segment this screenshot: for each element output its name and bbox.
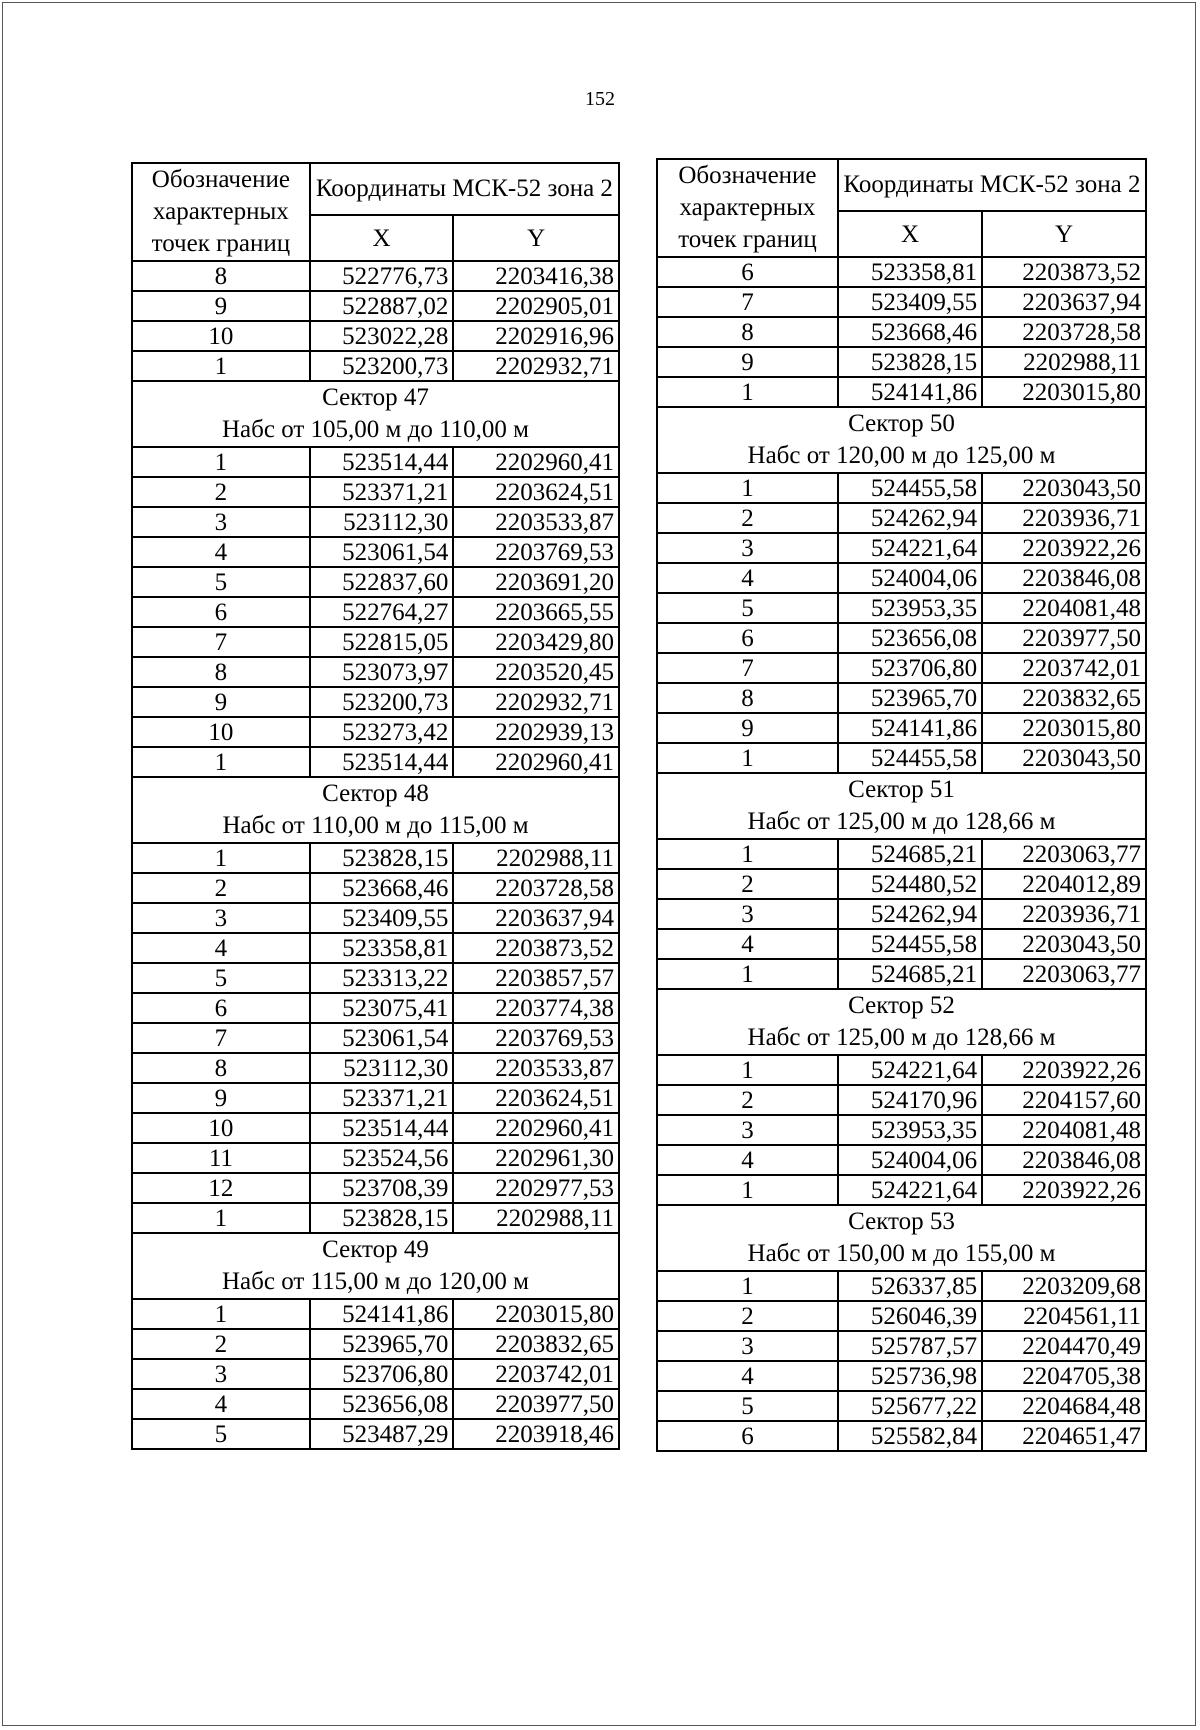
x-coordinate-cell: 523524,56 [310,1143,454,1173]
y-coordinate-cell: 2202960,41 [453,447,619,477]
table-row [132,1173,619,1203]
sector-title: Сектор 50 [848,410,955,437]
point-number-cell: 7 [132,1023,310,1053]
x-coordinate-cell: 523371,21 [310,1083,454,1113]
y-coordinate-cell: 2202988,11 [453,843,619,873]
table-row [657,473,1146,503]
point-number-cell: 6 [657,623,838,653]
x-coordinate-cell: 526046,39 [838,1301,982,1331]
table-row [657,743,1146,773]
y-coordinate-cell: 2203015,80 [982,713,1146,743]
y-coordinate-cell: 2202961,30 [453,1143,619,1173]
y-coordinate-cell: 2203624,51 [453,477,619,507]
table-row [657,1175,1146,1205]
y-coordinate-cell: 2203043,50 [982,473,1146,503]
point-number-cell: 9 [657,713,838,743]
point-number-cell: 9 [132,291,310,321]
point-number-cell: 4 [132,537,310,567]
x-coordinate-cell: 526337,85 [838,1271,982,1301]
x-coordinate-cell: 523358,81 [838,257,982,287]
point-number-cell: 9 [132,687,310,717]
x-coordinate-cell: 523358,81 [310,933,454,963]
table-row [132,1143,619,1173]
x-coordinate-cell: 524221,64 [838,1175,982,1205]
table-row [132,1053,619,1083]
point-number-cell: 6 [657,257,838,287]
point-number-cell: 1 [132,447,310,477]
y-coordinate-cell: 2204157,60 [982,1085,1146,1115]
y-coordinate-cell: 2202977,53 [453,1173,619,1203]
y-coordinate-cell: 2203043,50 [982,743,1146,773]
y-coordinate-cell: 2203832,65 [453,1329,619,1359]
table-row [132,1023,619,1053]
point-number-cell: 4 [657,1361,838,1391]
table-row [657,683,1146,713]
y-coordinate-cell: 2203857,57 [453,963,619,993]
table-row [132,747,619,777]
x-coordinate-cell: 523708,39 [310,1173,454,1203]
coordinates-header: Координаты МСК-52 зона 2 [838,159,1146,211]
x-coordinate-cell: 523656,08 [310,1389,454,1419]
table-row [132,963,619,993]
y-coordinate-cell: 2203043,50 [982,929,1146,959]
sector-title: Сектор 53 [848,1208,955,1235]
table-row [657,1361,1146,1391]
x-coordinate-cell: 524221,64 [838,533,982,563]
point-number-cell: 7 [657,287,838,317]
table-row [657,1055,1146,1085]
x-coordinate-cell: 522815,05 [310,627,454,657]
right-coordinates-table-column [656,158,1147,1452]
point-number-cell: 11 [132,1143,310,1173]
table-row [657,1115,1146,1145]
x-coordinate-cell: 524170,96 [838,1085,982,1115]
y-coordinate-cell: 2204684,48 [982,1391,1146,1421]
sector-height-range: Набс от 150,00 м до 155,00 м [747,1240,1056,1267]
point-number-cell: 5 [132,1419,310,1449]
x-coordinate-cell: 524685,21 [838,959,982,989]
y-coordinate-cell: 2203873,52 [982,257,1146,287]
x-coordinate-cell: 523112,30 [310,507,454,537]
x-coordinate-cell: 523668,46 [310,873,454,903]
point-number-cell: 1 [657,473,838,503]
y-coordinate-cell: 2202939,13 [453,717,619,747]
y-coordinate-cell: 2204470,49 [982,1331,1146,1361]
point-number-cell: 2 [657,869,838,899]
y-coordinate-cell: 2202960,41 [453,1113,619,1143]
y-coordinate-cell: 2203637,94 [453,903,619,933]
table-row [657,1331,1146,1361]
y-coordinate-cell: 2203918,46 [453,1419,619,1449]
x-coordinate-cell: 524455,58 [838,473,982,503]
x-coordinate-cell: 524262,94 [838,503,982,533]
x-coordinate-cell: 525787,57 [838,1331,982,1361]
table-header-row [132,163,619,215]
x-coordinate-cell: 523706,80 [310,1359,454,1389]
y-coordinate-cell: 2202932,71 [453,351,619,381]
x-coordinate-cell: 525582,84 [838,1421,982,1451]
sector-header [657,989,1146,1055]
x-axis-header: X [838,211,982,257]
point-number-cell: 5 [657,1391,838,1421]
y-coordinate-cell: 2202988,11 [453,1203,619,1233]
y-coordinate-cell: 2204081,48 [982,1115,1146,1145]
y-coordinate-cell: 2203209,68 [982,1271,1146,1301]
sector-header [657,1205,1146,1271]
point-number-cell: 4 [132,933,310,963]
x-coordinate-cell: 524221,64 [838,1055,982,1085]
x-coordinate-cell: 523200,73 [310,687,454,717]
x-coordinate-cell: 523061,54 [310,1023,454,1053]
point-number-cell: 3 [657,1331,838,1361]
x-coordinate-cell: 523273,42 [310,717,454,747]
point-number-cell: 7 [132,627,310,657]
x-coordinate-cell: 522837,60 [310,567,454,597]
y-coordinate-cell: 2203063,77 [982,839,1146,869]
point-number-cell: 4 [657,563,838,593]
page-number: 152 [585,88,615,110]
point-number-cell: 1 [657,959,838,989]
point-number-cell: 9 [132,1083,310,1113]
table-row [657,1421,1146,1451]
table-row [657,929,1146,959]
y-coordinate-cell: 2203637,94 [982,287,1146,317]
x-coordinate-cell: 523706,80 [838,653,982,683]
table-row [657,1271,1146,1301]
y-coordinate-cell: 2203742,01 [982,653,1146,683]
x-coordinate-cell: 523656,08 [838,623,982,653]
sector-height-range: Набс от 125,00 м до 128,66 м [747,808,1056,835]
table-row [132,507,619,537]
y-coordinate-cell: 2203063,77 [982,959,1146,989]
y-coordinate-cell: 2204705,38 [982,1361,1146,1391]
table-row [657,503,1146,533]
x-coordinate-cell: 524141,86 [838,713,982,743]
point-number-cell: 7 [657,653,838,683]
table-row [657,593,1146,623]
right-coordinates-table [656,158,1147,1452]
table-row [657,1085,1146,1115]
table-row [132,1329,619,1359]
table-row [657,347,1146,377]
y-coordinate-cell: 2203665,55 [453,597,619,627]
sector-header [657,773,1146,839]
table-row [132,1299,619,1329]
point-number-cell: 2 [657,1085,838,1115]
y-coordinate-cell: 2203728,58 [982,317,1146,347]
sector-height-range: Набс от 120,00 м до 125,00 м [747,442,1056,469]
x-coordinate-cell: 523828,15 [838,347,982,377]
point-number-cell: 2 [132,1329,310,1359]
point-number-cell: 10 [132,1113,310,1143]
point-number-cell: 1 [657,1055,838,1085]
point-number-cell: 2 [132,873,310,903]
point-number-cell: 5 [132,963,310,993]
point-number-cell: 3 [132,1359,310,1389]
table-row [657,1391,1146,1421]
y-coordinate-cell: 2203977,50 [453,1389,619,1419]
sector-header-row [132,1233,619,1299]
table-row [132,597,619,627]
table-row [132,537,619,567]
point-number-cell: 8 [132,261,310,291]
table-row [657,869,1146,899]
x-coordinate-cell: 524480,52 [838,869,982,899]
sector-title: Сектор 49 [322,1236,429,1263]
y-coordinate-cell: 2203015,80 [982,377,1146,407]
x-coordinate-cell: 522776,73 [310,261,454,291]
y-coordinate-cell: 2202988,11 [982,347,1146,377]
x-coordinate-cell: 523668,46 [838,317,982,347]
sector-header [132,381,619,447]
point-number-cell: 3 [132,903,310,933]
sector-header-row [657,1205,1146,1271]
table-row [657,317,1146,347]
point-number-cell: 6 [132,597,310,627]
sector-height-range: Набс от 105,00 м до 110,00 м [222,416,529,443]
table-row [657,287,1146,317]
x-coordinate-cell: 523828,15 [310,1203,454,1233]
x-coordinate-cell: 523409,55 [310,903,454,933]
point-number-cell: 8 [657,317,838,347]
sector-title: Сектор 48 [322,780,429,807]
y-coordinate-cell: 2203832,65 [982,683,1146,713]
x-coordinate-cell: 524004,06 [838,1145,982,1175]
y-coordinate-cell: 2204081,48 [982,593,1146,623]
y-coordinate-cell: 2203691,20 [453,567,619,597]
x-axis-header: X [310,215,454,261]
sector-header-row [657,407,1146,473]
table-row [657,713,1146,743]
table-row [132,717,619,747]
point-number-cell: 3 [657,533,838,563]
y-coordinate-cell: 2203977,50 [982,623,1146,653]
x-coordinate-cell: 523965,70 [310,1329,454,1359]
point-number-cell: 1 [132,1299,310,1329]
point-number-cell: 1 [132,351,310,381]
point-number-cell: 6 [657,1421,838,1451]
table-row [132,1113,619,1143]
table-row [132,933,619,963]
sector-header [132,1233,619,1299]
table-row [657,563,1146,593]
table-row [657,959,1146,989]
y-coordinate-cell: 2203936,71 [982,503,1146,533]
y-coordinate-cell: 2203520,45 [453,657,619,687]
table-row [132,351,619,381]
point-number-cell: 5 [132,567,310,597]
sector-header [132,777,619,843]
sector-title: Сектор 51 [848,776,955,803]
table-row [657,899,1146,929]
point-number-cell: 9 [657,347,838,377]
y-coordinate-cell: 2202905,01 [453,291,619,321]
x-coordinate-cell: 524455,58 [838,929,982,959]
y-coordinate-cell: 2203015,80 [453,1299,619,1329]
table-row [132,843,619,873]
point-number-cell: 6 [132,993,310,1023]
y-coordinate-cell: 2203922,26 [982,1055,1146,1085]
point-number-cell: 1 [657,377,838,407]
sector-height-range: Набс от 110,00 м до 115,00 м [222,812,529,839]
x-coordinate-cell: 524141,86 [310,1299,454,1329]
y-coordinate-cell: 2203846,08 [982,563,1146,593]
table-row [132,1359,619,1389]
x-coordinate-cell: 523313,22 [310,963,454,993]
point-number-cell: 1 [657,743,838,773]
table-row [132,657,619,687]
points-column-header: Обозначение характерных точек границ [132,163,310,261]
y-coordinate-cell: 2202916,96 [453,321,619,351]
y-coordinate-cell: 2203873,52 [453,933,619,963]
y-coordinate-cell: 2203429,80 [453,627,619,657]
x-coordinate-cell: 523953,35 [838,1115,982,1145]
x-coordinate-cell: 523073,97 [310,657,454,687]
y-coordinate-cell: 2203728,58 [453,873,619,903]
y-coordinate-cell: 2203624,51 [453,1083,619,1113]
table-row [132,261,619,291]
x-coordinate-cell: 522764,27 [310,597,454,627]
x-coordinate-cell: 523514,44 [310,1113,454,1143]
point-number-cell: 4 [657,1145,838,1175]
table-row [132,687,619,717]
table-row [132,627,619,657]
y-coordinate-cell: 2203769,53 [453,537,619,567]
x-coordinate-cell: 523953,35 [838,593,982,623]
y-coordinate-cell: 2204012,89 [982,869,1146,899]
x-coordinate-cell: 523075,41 [310,993,454,1023]
x-coordinate-cell: 524685,21 [838,839,982,869]
x-coordinate-cell: 524262,94 [838,899,982,929]
table-row [132,993,619,1023]
y-coordinate-cell: 2203769,53 [453,1023,619,1053]
x-coordinate-cell: 524455,58 [838,743,982,773]
table-row [657,533,1146,563]
point-number-cell: 1 [657,839,838,869]
point-number-cell: 8 [657,683,838,713]
y-coordinate-cell: 2203922,26 [982,533,1146,563]
y-coordinate-cell: 2203774,38 [453,993,619,1023]
table-row [132,1389,619,1419]
left-coordinates-table [131,162,620,1450]
table-row [132,321,619,351]
point-number-cell: 8 [132,1053,310,1083]
sector-header-row [132,381,619,447]
sector-header-row [657,773,1146,839]
x-coordinate-cell: 523061,54 [310,537,454,567]
table-row [657,839,1146,869]
point-number-cell: 2 [132,477,310,507]
x-coordinate-cell: 525677,22 [838,1391,982,1421]
table-row [132,447,619,477]
x-coordinate-cell: 523514,44 [310,747,454,777]
table-row [657,653,1146,683]
point-number-cell: 3 [132,507,310,537]
point-number-cell: 10 [132,321,310,351]
x-coordinate-cell: 523200,73 [310,351,454,381]
point-number-cell: 3 [657,1115,838,1145]
coordinates-header: Координаты МСК-52 зона 2 [310,163,619,215]
point-number-cell: 8 [132,657,310,687]
point-number-cell: 2 [657,1301,838,1331]
y-coordinate-cell: 2202960,41 [453,747,619,777]
point-number-cell: 4 [657,929,838,959]
sector-height-range: Набс от 115,00 м до 120,00 м [222,1268,529,1295]
y-coordinate-cell: 2204651,47 [982,1421,1146,1451]
y-axis-header: Y [982,211,1146,257]
table-row [657,623,1146,653]
table-row [132,567,619,597]
x-coordinate-cell: 523022,28 [310,321,454,351]
point-number-cell: 1 [657,1175,838,1205]
y-coordinate-cell: 2203846,08 [982,1145,1146,1175]
x-coordinate-cell: 523965,70 [838,683,982,713]
x-coordinate-cell: 523371,21 [310,477,454,507]
x-coordinate-cell: 523828,15 [310,843,454,873]
point-number-cell: 1 [132,843,310,873]
x-coordinate-cell: 525736,98 [838,1361,982,1391]
x-coordinate-cell: 523487,29 [310,1419,454,1449]
table-row [132,873,619,903]
x-coordinate-cell: 524141,86 [838,377,982,407]
y-coordinate-cell: 2203742,01 [453,1359,619,1389]
table-row [657,1145,1146,1175]
point-number-cell: 10 [132,717,310,747]
y-coordinate-cell: 2203416,38 [453,261,619,291]
x-coordinate-cell: 523514,44 [310,447,454,477]
point-number-cell: 1 [657,1271,838,1301]
points-column-header: Обозначение характерных точек границ [657,159,838,257]
point-number-cell: 1 [132,1203,310,1233]
table-row [132,903,619,933]
x-coordinate-cell: 523409,55 [838,287,982,317]
point-number-cell: 12 [132,1173,310,1203]
y-coordinate-cell: 2202932,71 [453,687,619,717]
sector-title: Сектор 52 [848,992,955,1019]
table-row [132,1419,619,1449]
point-number-cell: 3 [657,899,838,929]
point-number-cell: 5 [657,593,838,623]
table-row [132,477,619,507]
point-number-cell: 2 [657,503,838,533]
sector-header [657,407,1146,473]
sector-title: Сектор 47 [322,384,429,411]
sector-header-row [132,777,619,843]
left-coordinates-table-column [131,162,620,1450]
x-coordinate-cell: 522887,02 [310,291,454,321]
table-row [132,1203,619,1233]
y-coordinate-cell: 2203936,71 [982,899,1146,929]
y-coordinate-cell: 2204561,11 [982,1301,1146,1331]
table-header-row [657,159,1146,211]
table-row [657,377,1146,407]
sector-height-range: Набс от 125,00 м до 128,66 м [747,1024,1056,1051]
x-coordinate-cell: 524004,06 [838,563,982,593]
point-number-cell: 1 [132,747,310,777]
y-coordinate-cell: 2203922,26 [982,1175,1146,1205]
y-axis-header: Y [453,215,619,261]
table-row [657,1301,1146,1331]
sector-header-row [657,989,1146,1055]
table-row [132,291,619,321]
y-coordinate-cell: 2203533,87 [453,1053,619,1083]
x-coordinate-cell: 523112,30 [310,1053,454,1083]
point-number-cell: 4 [132,1389,310,1419]
table-row [132,1083,619,1113]
table-row [657,257,1146,287]
y-coordinate-cell: 2203533,87 [453,507,619,537]
